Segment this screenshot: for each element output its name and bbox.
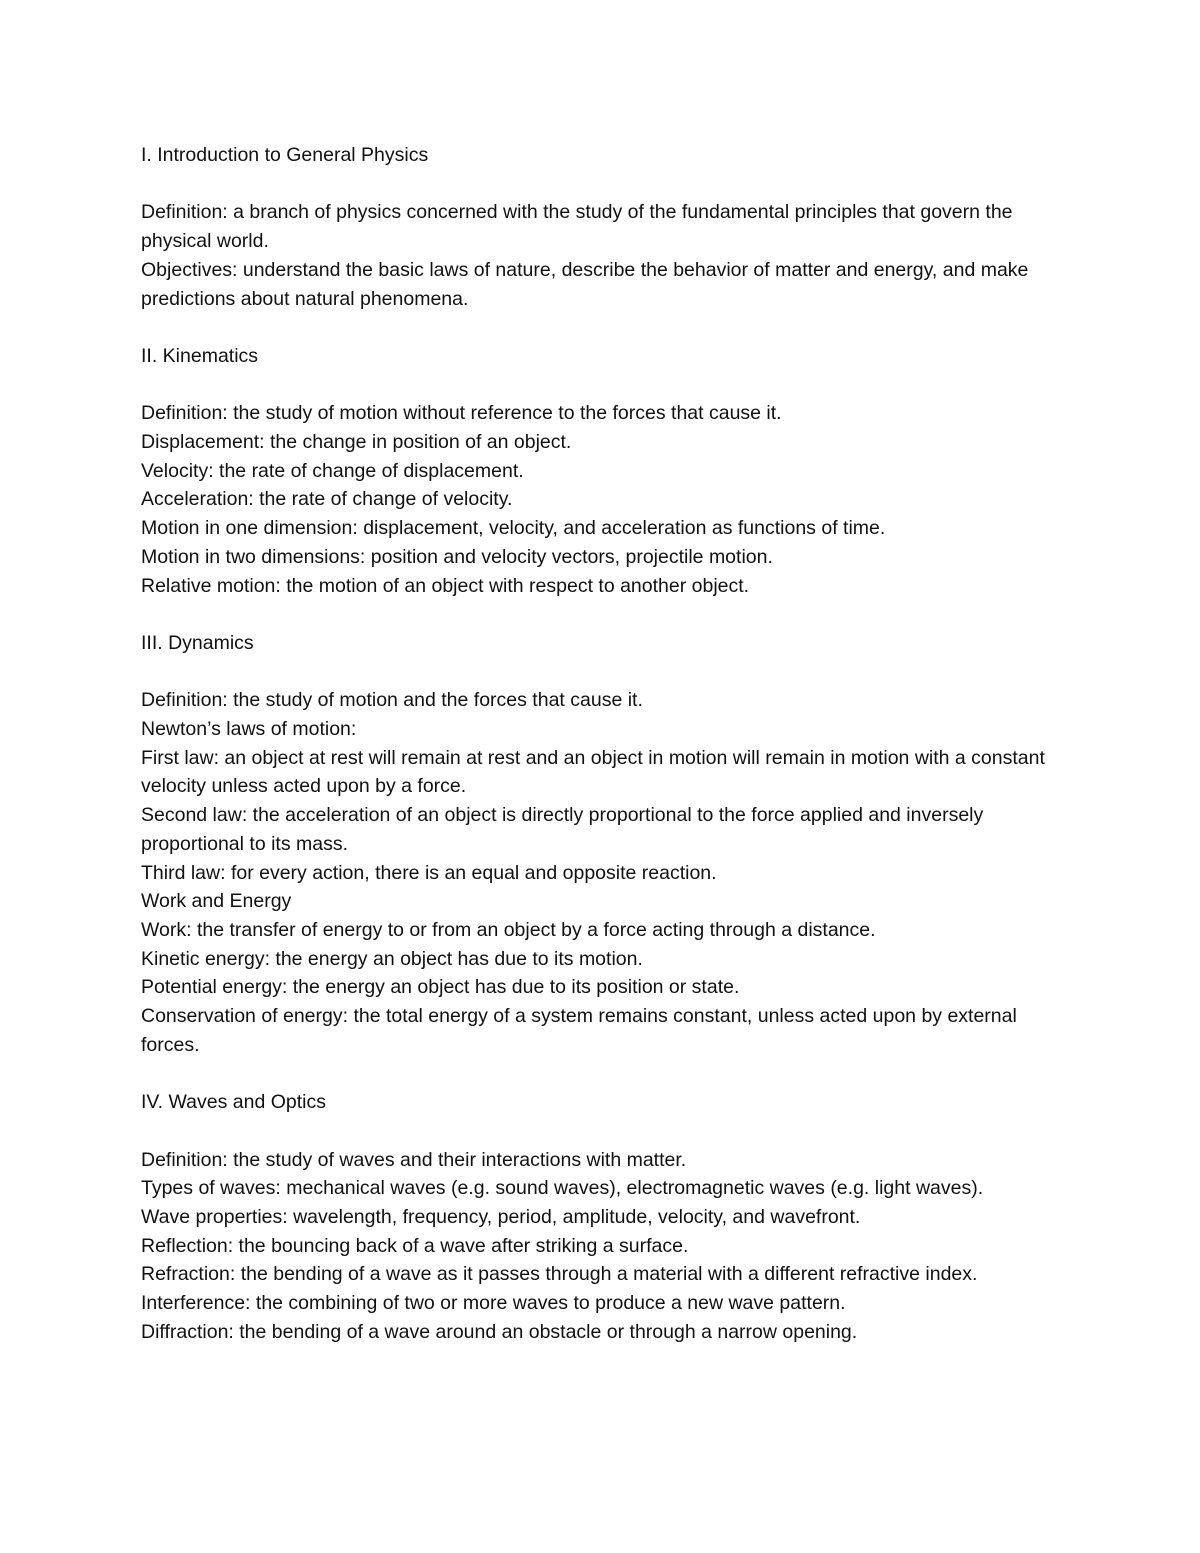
section-heading: II. Kinematics [141, 344, 259, 367]
relative-motion-line: Relative motion: the motion of an object with respect to another object. [141, 574, 750, 597]
conservation-of-energy-line: Conservation of energy: the total energy of a system remains constant, unless acted upon by external forces. [141, 1005, 1017, 1056]
third-law-line: Third law: for every action, there is an equal and opposite reaction. [141, 861, 717, 884]
reflection-line: Reflection: the bouncing back of a wave after striking a surface. [141, 1234, 689, 1257]
refraction-line: Refraction: the bending of a wave as it passes through a material with a different refractive index. [141, 1263, 978, 1286]
wave-properties-line: Wave properties: wavelength, frequency, period, amplitude, velocity, and wavefront. [141, 1205, 861, 1228]
interference-line: Interference: the combining of two or more waves to produce a new wave pattern. [141, 1292, 846, 1315]
definition-line: Definition: the study of motion without reference to the forces that cause it. [141, 402, 782, 425]
potential-energy-line: Potential energy: the energy an object has due to its position or state. [141, 976, 740, 999]
diffraction-line: Diffraction: the bending of a wave around an obstacle or through a narrow opening. [141, 1320, 858, 1343]
kinetic-energy-line: Kinetic energy: the energy an object has due to its motion. [141, 947, 643, 970]
definition-line: Definition: the study of motion and the forces that cause it. [141, 689, 643, 712]
second-law-line: Second law: the acceleration of an object is directly proportional to the force applied and inversely proportional to its mass. [141, 804, 984, 855]
motion-two-dimensions-line: Motion in two dimensions: position and velocity vectors, projectile motion. [141, 545, 773, 568]
first-law-line: First law: an object at rest will remain at rest and an object in motion will remain in motion with a constant velocity unless acted upon by a force. [141, 746, 1045, 798]
displacement-line: Displacement: the change in position of an object. [141, 430, 572, 453]
section-heading: I. Introduction to General Physics [141, 144, 429, 166]
acceleration-line: Acceleration: the rate of change of velocity. [141, 488, 513, 511]
document-body [141, 141, 1061, 1346]
newtons-laws-line: Newton’s laws of motion: [141, 717, 357, 740]
section-kinematics [141, 342, 1061, 600]
work-line: Work: the transfer of energy to or from an object by a force acting through a distance. [141, 918, 876, 941]
motion-one-dimension-line: Motion in one dimension: displacement, velocity, and acceleration as functions of time. [141, 517, 886, 540]
section-heading: IV. Waves and Optics [141, 1091, 326, 1114]
objectives-line: Objectives: understand the basic laws of nature, describe the behavior of matter and energy, and make predictions about natural phenomena. [141, 258, 1029, 310]
section-introduction [141, 141, 1061, 313]
section-dynamics [141, 629, 1061, 1060]
work-and-energy-line: Work and Energy [141, 890, 292, 913]
velocity-line: Velocity: the rate of change of displacement. [141, 459, 524, 482]
section-waves-and-optics [141, 1088, 1061, 1346]
definition-line: Definition: the study of waves and their interactions with matter. [141, 1148, 687, 1171]
types-of-waves-line: Types of waves: mechanical waves (e.g. sound waves), electromagnetic waves (e.g. light waves). [141, 1177, 984, 1200]
definition-line: Definition: a branch of physics concerned with the study of the fundamental principles that govern the physical world. [141, 201, 1013, 253]
section-heading: III. Dynamics [141, 631, 254, 654]
